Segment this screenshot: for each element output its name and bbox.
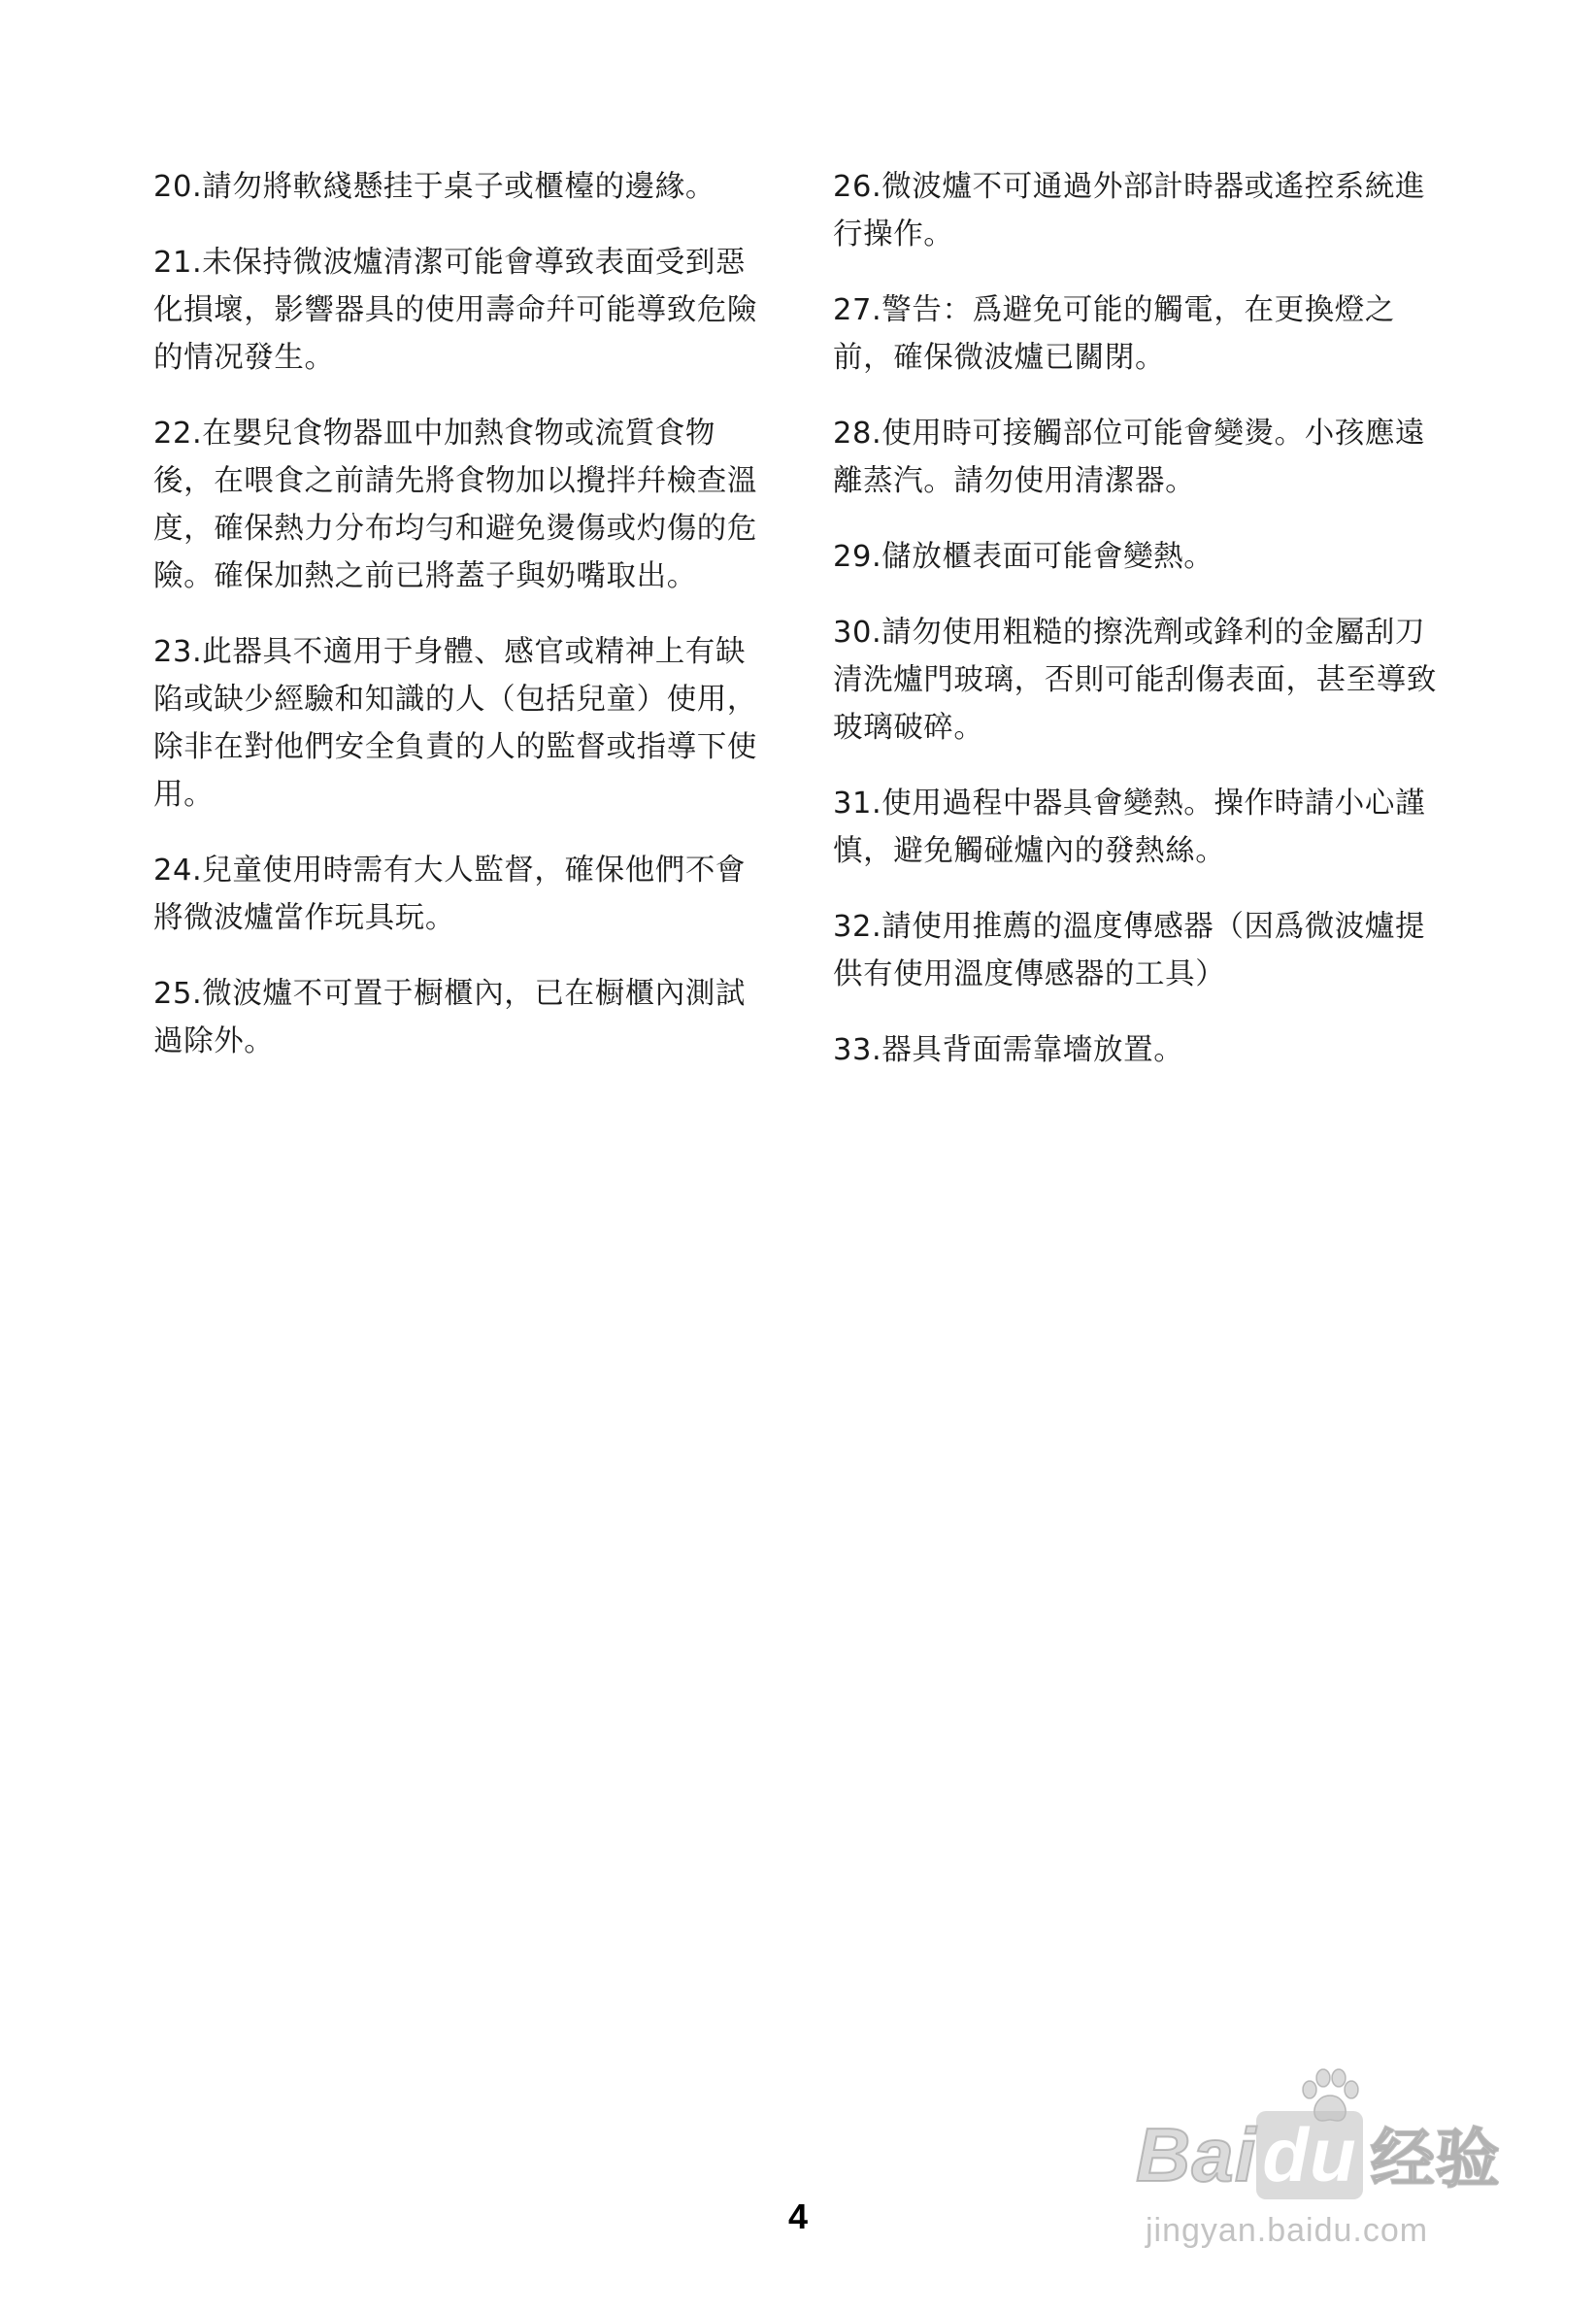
baidu-watermark (1136, 2068, 1544, 2282)
right-column (833, 163, 1454, 1102)
list-item: 24.兒童使用時需有大人監督，確保他們不會將微波爐當作玩具玩。 (153, 854, 747, 935)
logo-bai-text: Bai (1136, 2112, 1257, 2197)
list-item: 27.警告：爲避免可能的觸電，在更換燈之前，確保微波爐已關閉。 (833, 293, 1396, 375)
list-item: 21.未保持微波爐清潔可能會導致表面受到惡化損壞，影響器具的使用壽命幷可能導致危險的情况發生。 (153, 246, 757, 375)
watermark-url: jingyan.baidu.com (1146, 2212, 1429, 2249)
list-item: 30.請勿使用粗糙的擦洗劑或鋒利的金屬刮刀清洗爐門玻璃，否則可能刮傷表面，甚至導致玻璃破碎。 (833, 616, 1437, 745)
list-item: 26.微波爐不可通過外部計時器或遙控系統進行操作。 (833, 170, 1426, 251)
list-item: 20.請勿將軟綫懸挂于桌子或櫃檯的邊緣。 (153, 170, 716, 204)
list-item: 22.在嬰兒食物器皿中加熱食物或流質食物後，在喂食之前請先將食物加以攪拌幷檢查溫度，確保熱力分布均勻和避免燙傷或灼傷的危險。確保加熱之前已將蓋子與奶嘴取出。 (153, 417, 757, 593)
list-item: 23.此器具不適用于身體、感官或精神上有缺陷或缺少經驗和知識的人（包括兒童）使用，除非在對他們安全負責的人的監督或指導下使用。 (153, 635, 757, 812)
list-item: 28.使用時可接觸部位可能會變燙。小孩應遠離蒸汽。請勿使用清潔器。 (833, 417, 1426, 498)
list-item: 32.請使用推薦的溫度傳感器（因爲微波爐提供有使用溫度傳感器的工具） (833, 910, 1426, 991)
baidu-logo (1136, 2107, 1501, 2199)
page-number: 4 (787, 2196, 809, 2236)
list-item: 31.使用過程中器具會變熱。操作時請小心謹慎，避免觸碰爐內的發熱絲。 (833, 787, 1426, 868)
list-item: 33.器具背面需靠墻放置。 (833, 1033, 1184, 1067)
logo-du-text: du (1256, 2111, 1362, 2199)
list-item: 29.儲放櫃表面可能會變熱。 (833, 540, 1214, 574)
logo-jingyan-text: 经验 (1370, 2123, 1501, 2195)
list-item: 25.微波爐不可置于橱櫃內，已在橱櫃內測試過除外。 (153, 977, 747, 1058)
left-column (153, 163, 775, 1093)
